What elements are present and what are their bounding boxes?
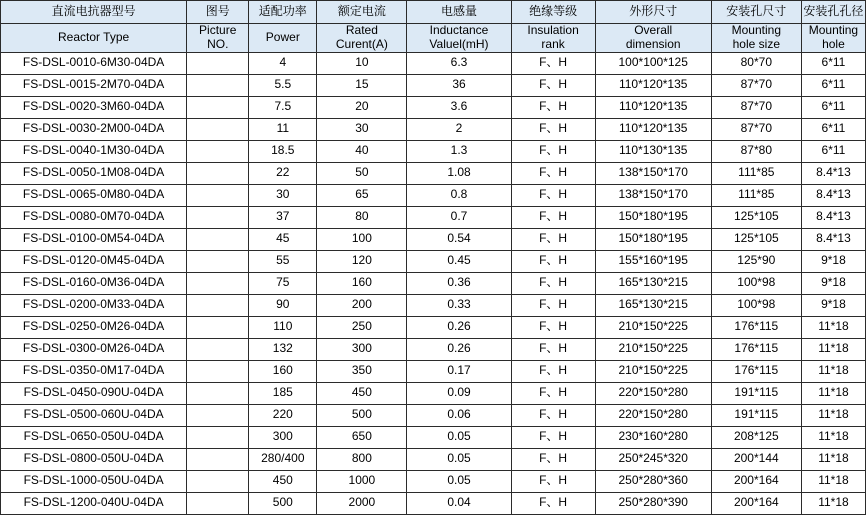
header-cn-picture: 图号 — [187, 1, 249, 24]
header-en-current — [317, 24, 407, 53]
cell-dimension: 210*150*225 — [595, 338, 711, 360]
header-en-dimension — [595, 24, 711, 53]
cell-insulation: F、H — [511, 470, 595, 492]
table-row — [1, 404, 866, 426]
table-row — [1, 272, 866, 294]
cell-hole-size: 176*115 — [711, 316, 801, 338]
cell-picture-no — [187, 382, 249, 404]
cell-hole: 9*18 — [801, 272, 865, 294]
cell-model: FS-DSL-0065-0M80-04DA — [1, 184, 187, 206]
cell-current: 200 — [317, 294, 407, 316]
cell-model: FS-DSL-0800-050U-04DA — [1, 448, 187, 470]
cell-picture-no — [187, 360, 249, 382]
header-en-insulation-line2: rank — [541, 36, 565, 51]
cell-dimension: 165*130*215 — [595, 272, 711, 294]
cell-picture-no — [187, 470, 249, 492]
cell-power: 160 — [249, 360, 317, 382]
table-row — [1, 52, 866, 74]
cell-picture-no — [187, 404, 249, 426]
header-en-picture — [187, 24, 249, 53]
header-en-dimension-line2: dimension — [625, 36, 681, 51]
cell-hole: 11*18 — [801, 360, 865, 382]
cell-hole-size: 125*90 — [711, 250, 801, 272]
cell-picture-no — [187, 184, 249, 206]
cell-insulation: F、H — [511, 272, 595, 294]
cell-picture-no — [187, 294, 249, 316]
cell-power: 110 — [249, 316, 317, 338]
cell-model: FS-DSL-0160-0M36-04DA — [1, 272, 187, 294]
cell-inductance: 0.7 — [407, 206, 511, 228]
cell-hole: 8.4*13 — [801, 162, 865, 184]
cell-hole: 11*18 — [801, 492, 865, 514]
cell-insulation: F、H — [511, 250, 595, 272]
cell-hole-size: 176*115 — [711, 360, 801, 382]
cell-hole: 6*11 — [801, 96, 865, 118]
cell-current: 30 — [317, 118, 407, 140]
cell-power: 45 — [249, 228, 317, 250]
table-row — [1, 338, 866, 360]
cell-current: 40 — [317, 140, 407, 162]
cell-hole: 11*18 — [801, 382, 865, 404]
cell-hole-size: 87*70 — [711, 118, 801, 140]
header-en-hole — [801, 24, 865, 53]
cell-insulation: F、H — [511, 140, 595, 162]
header-en-hole-size-line1: Mounting — [731, 23, 781, 37]
cell-picture-no — [187, 52, 249, 74]
cell-hole-size: 87*70 — [711, 74, 801, 96]
cell-power: 11 — [249, 118, 317, 140]
cell-inductance: 6.3 — [407, 52, 511, 74]
cell-current: 50 — [317, 162, 407, 184]
cell-inductance: 1.3 — [407, 140, 511, 162]
table-row — [1, 448, 866, 470]
cell-hole: 8.4*13 — [801, 184, 865, 206]
cell-model: FS-DSL-0015-2M70-04DA — [1, 74, 187, 96]
table-row — [1, 74, 866, 96]
cell-inductance: 0.33 — [407, 294, 511, 316]
cell-current: 20 — [317, 96, 407, 118]
cell-insulation: F、H — [511, 184, 595, 206]
cell-model: FS-DSL-0650-050U-04DA — [1, 426, 187, 448]
cell-insulation: F、H — [511, 382, 595, 404]
header-cn-dimension: 外形尺寸 — [595, 1, 711, 24]
header-cn-inductance: 电感量 — [407, 1, 511, 24]
cell-picture-no — [187, 448, 249, 470]
cell-picture-no — [187, 140, 249, 162]
cell-power: 37 — [249, 206, 317, 228]
cell-current: 450 — [317, 382, 407, 404]
cell-model: FS-DSL-0020-3M60-04DA — [1, 96, 187, 118]
cell-model: FS-DSL-0050-1M08-04DA — [1, 162, 187, 184]
cell-current: 300 — [317, 338, 407, 360]
header-cn-hole-size: 安装孔尺寸 — [711, 1, 801, 24]
cell-dimension: 110*120*135 — [595, 96, 711, 118]
cell-insulation: F、H — [511, 426, 595, 448]
cell-hole-size: 200*164 — [711, 492, 801, 514]
cell-hole-size: 87*80 — [711, 140, 801, 162]
cell-insulation: F、H — [511, 228, 595, 250]
cell-power: 220 — [249, 404, 317, 426]
header-row-chinese — [1, 1, 866, 24]
cell-picture-no — [187, 228, 249, 250]
header-en-hole-line2: hole — [822, 36, 845, 51]
cell-insulation: F、H — [511, 338, 595, 360]
cell-power: 4 — [249, 52, 317, 74]
cell-dimension: 250*245*320 — [595, 448, 711, 470]
cell-insulation: F、H — [511, 404, 595, 426]
cell-inductance: 0.05 — [407, 426, 511, 448]
cell-hole: 11*18 — [801, 338, 865, 360]
cell-picture-no — [187, 206, 249, 228]
cell-hole: 11*18 — [801, 426, 865, 448]
cell-hole: 8.4*13 — [801, 206, 865, 228]
cell-hole: 11*18 — [801, 448, 865, 470]
cell-hole-size: 111*85 — [711, 162, 801, 184]
table-row — [1, 316, 866, 338]
cell-dimension: 230*160*280 — [595, 426, 711, 448]
cell-hole: 8.4*13 — [801, 228, 865, 250]
header-en-hole-line1: Mounting — [808, 23, 859, 37]
cell-hole: 6*11 — [801, 140, 865, 162]
table-row — [1, 250, 866, 272]
table-body — [1, 52, 866, 514]
cell-dimension: 220*150*280 — [595, 404, 711, 426]
cell-power: 22 — [249, 162, 317, 184]
header-en-hole-size-line2: hole size — [732, 36, 780, 51]
cell-insulation: F、H — [511, 162, 595, 184]
cell-dimension: 110*120*135 — [595, 118, 711, 140]
cell-hole: 11*18 — [801, 316, 865, 338]
table-row — [1, 492, 866, 514]
cell-power: 18.5 — [249, 140, 317, 162]
cell-inductance: 0.05 — [407, 470, 511, 492]
cell-insulation: F、H — [511, 118, 595, 140]
table-row — [1, 184, 866, 206]
cell-power: 450 — [249, 470, 317, 492]
cell-hole-size: 125*105 — [711, 228, 801, 250]
cell-model: FS-DSL-0080-0M70-04DA — [1, 206, 187, 228]
cell-inductance: 1.08 — [407, 162, 511, 184]
cell-insulation: F、H — [511, 74, 595, 96]
cell-hole-size: 125*105 — [711, 206, 801, 228]
table-row — [1, 382, 866, 404]
cell-dimension: 250*280*390 — [595, 492, 711, 514]
cell-model: FS-DSL-1200-040U-04DA — [1, 492, 187, 514]
cell-dimension: 150*180*195 — [595, 228, 711, 250]
cell-power: 280/400 — [249, 448, 317, 470]
cell-picture-no — [187, 492, 249, 514]
cell-inductance: 0.36 — [407, 272, 511, 294]
cell-hole: 9*18 — [801, 250, 865, 272]
cell-dimension: 150*180*195 — [595, 206, 711, 228]
cell-hole: 11*18 — [801, 470, 865, 492]
table-row — [1, 96, 866, 118]
cell-dimension: 210*150*225 — [595, 360, 711, 382]
cell-hole-size: 80*70 — [711, 52, 801, 74]
cell-power: 30 — [249, 184, 317, 206]
cell-model: FS-DSL-0200-0M33-04DA — [1, 294, 187, 316]
cell-picture-no — [187, 118, 249, 140]
cell-inductance: 0.26 — [407, 316, 511, 338]
cell-dimension: 210*150*225 — [595, 316, 711, 338]
cell-hole-size: 176*115 — [711, 338, 801, 360]
cell-power: 132 — [249, 338, 317, 360]
cell-hole-size: 200*164 — [711, 470, 801, 492]
cell-insulation: F、H — [511, 206, 595, 228]
cell-hole-size: 87*70 — [711, 96, 801, 118]
cell-model: FS-DSL-0250-0M26-04DA — [1, 316, 187, 338]
header-en-model-line1: Reactor Type — [58, 29, 130, 44]
header-en-insulation — [511, 24, 595, 53]
cell-current: 250 — [317, 316, 407, 338]
cell-current: 650 — [317, 426, 407, 448]
cell-inductance: 3.6 — [407, 96, 511, 118]
header-en-power-line1: Power — [265, 29, 300, 44]
table-row — [1, 426, 866, 448]
cell-picture-no — [187, 272, 249, 294]
cell-current: 160 — [317, 272, 407, 294]
header-en-picture-line1: Picture — [199, 23, 237, 37]
header-cn-power: 适配功率 — [249, 1, 317, 24]
cell-hole-size: 200*144 — [711, 448, 801, 470]
cell-dimension: 110*120*135 — [595, 74, 711, 96]
cell-model: FS-DSL-0300-0M26-04DA — [1, 338, 187, 360]
cell-model: FS-DSL-0500-060U-04DA — [1, 404, 187, 426]
cell-hole: 6*11 — [801, 74, 865, 96]
cell-current: 350 — [317, 360, 407, 382]
cell-power: 5.5 — [249, 74, 317, 96]
cell-model: FS-DSL-0100-0M54-04DA — [1, 228, 187, 250]
cell-hole: 6*11 — [801, 118, 865, 140]
cell-model: FS-DSL-0120-0M45-04DA — [1, 250, 187, 272]
header-en-dimension-line1: Overall — [634, 23, 673, 37]
cell-picture-no — [187, 74, 249, 96]
cell-hole: 11*18 — [801, 404, 865, 426]
cell-current: 500 — [317, 404, 407, 426]
cell-picture-no — [187, 338, 249, 360]
header-en-inductance-line2: Valuel(mH) — [429, 36, 489, 51]
cell-power: 185 — [249, 382, 317, 404]
cell-model: FS-DSL-0040-1M30-04DA — [1, 140, 187, 162]
cell-insulation: F、H — [511, 96, 595, 118]
cell-dimension: 138*150*170 — [595, 162, 711, 184]
cell-power: 55 — [249, 250, 317, 272]
cell-hole-size: 100*98 — [711, 294, 801, 316]
cell-dimension: 165*130*215 — [595, 294, 711, 316]
table-row — [1, 206, 866, 228]
cell-current: 800 — [317, 448, 407, 470]
header-en-current-line1: Rated — [345, 23, 378, 37]
cell-current: 10 — [317, 52, 407, 74]
table-row — [1, 360, 866, 382]
cell-dimension: 250*280*360 — [595, 470, 711, 492]
table-row — [1, 162, 866, 184]
cell-current: 2000 — [317, 492, 407, 514]
table-row — [1, 140, 866, 162]
table-row — [1, 228, 866, 250]
cell-model: FS-DSL-0030-2M00-04DA — [1, 118, 187, 140]
cell-inductance: 0.17 — [407, 360, 511, 382]
cell-model: FS-DSL-0450-090U-04DA — [1, 382, 187, 404]
cell-hole-size: 208*125 — [711, 426, 801, 448]
header-cn-model: 直流电抗器型号 — [1, 1, 187, 24]
header-en-model — [1, 24, 187, 53]
header-en-picture-line2: NO. — [207, 36, 229, 51]
header-cn-current: 额定电流 — [317, 1, 407, 24]
cell-inductance: 0.04 — [407, 492, 511, 514]
cell-picture-no — [187, 162, 249, 184]
cell-picture-no — [187, 316, 249, 338]
cell-power: 7.5 — [249, 96, 317, 118]
cell-hole-size: 100*98 — [711, 272, 801, 294]
cell-power: 300 — [249, 426, 317, 448]
cell-dimension: 100*100*125 — [595, 52, 711, 74]
cell-picture-no — [187, 250, 249, 272]
cell-inductance: 36 — [407, 74, 511, 96]
header-en-insulation-line1: Insulation — [527, 23, 579, 37]
header-row-english — [1, 24, 866, 53]
cell-power: 500 — [249, 492, 317, 514]
cell-current: 15 — [317, 74, 407, 96]
cell-inductance: 0.05 — [407, 448, 511, 470]
cell-dimension: 138*150*170 — [595, 184, 711, 206]
cell-picture-no — [187, 96, 249, 118]
cell-picture-no — [187, 426, 249, 448]
cell-model: FS-DSL-0350-0M17-04DA — [1, 360, 187, 382]
cell-current: 80 — [317, 206, 407, 228]
header-en-power — [249, 24, 317, 53]
header-en-inductance-line1: Inductance — [429, 23, 489, 37]
cell-inductance: 0.54 — [407, 228, 511, 250]
cell-hole-size: 191*115 — [711, 382, 801, 404]
cell-dimension: 155*160*195 — [595, 250, 711, 272]
cell-model: FS-DSL-0010-6M30-04DA — [1, 52, 187, 74]
cell-inductance: 0.26 — [407, 338, 511, 360]
table-row — [1, 118, 866, 140]
cell-insulation: F、H — [511, 316, 595, 338]
header-en-inductance — [407, 24, 511, 53]
header-en-hole-size — [711, 24, 801, 53]
cell-inductance: 0.8 — [407, 184, 511, 206]
cell-dimension: 220*150*280 — [595, 382, 711, 404]
cell-inductance: 0.09 — [407, 382, 511, 404]
cell-current: 1000 — [317, 470, 407, 492]
header-en-current-line2: Curent(A) — [335, 36, 388, 51]
cell-power: 90 — [249, 294, 317, 316]
cell-inductance: 2 — [407, 118, 511, 140]
cell-insulation: F、H — [511, 52, 595, 74]
cell-model: FS-DSL-1000-050U-04DA — [1, 470, 187, 492]
table-header — [1, 1, 866, 53]
cell-dimension: 110*130*135 — [595, 140, 711, 162]
cell-hole-size: 111*85 — [711, 184, 801, 206]
cell-insulation: F、H — [511, 492, 595, 514]
cell-current: 100 — [317, 228, 407, 250]
cell-current: 120 — [317, 250, 407, 272]
cell-inductance: 0.45 — [407, 250, 511, 272]
cell-inductance: 0.06 — [407, 404, 511, 426]
cell-insulation: F、H — [511, 360, 595, 382]
cell-hole: 6*11 — [801, 52, 865, 74]
header-cn-hole: 安装孔孔径 — [801, 1, 865, 24]
table-row — [1, 294, 866, 316]
cell-current: 65 — [317, 184, 407, 206]
cell-power: 75 — [249, 272, 317, 294]
header-cn-insulation: 绝缘等级 — [511, 1, 595, 24]
cell-hole: 9*18 — [801, 294, 865, 316]
cell-insulation: F、H — [511, 448, 595, 470]
table-row — [1, 470, 866, 492]
cell-hole-size: 191*115 — [711, 404, 801, 426]
cell-insulation: F、H — [511, 294, 595, 316]
